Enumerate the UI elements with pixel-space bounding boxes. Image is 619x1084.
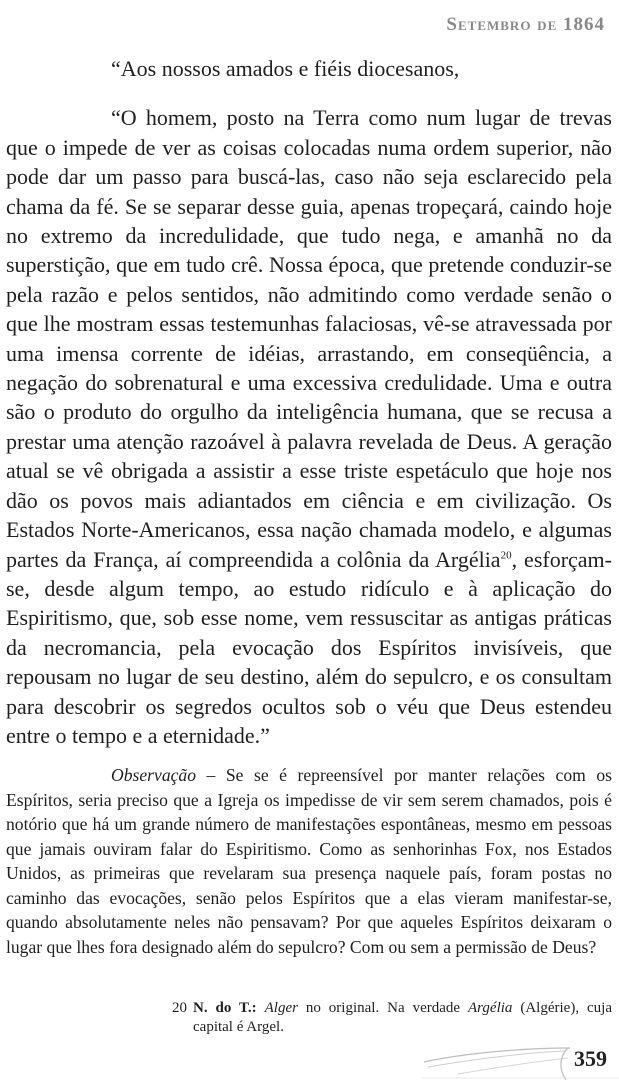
letter-body: [6, 103, 612, 750]
footnote-label: N. do T.:: [193, 1000, 257, 1016]
footnote: [172, 999, 612, 1037]
running-year: 1864: [563, 14, 605, 35]
footnote-reference[interactable]: 20: [500, 549, 512, 562]
footnote-body: [193, 999, 612, 1037]
footnote-term-original: Alger: [264, 1000, 298, 1016]
observation-text: – Se se é repreensível por manter relações com os Espíritos, seria preciso que a Igreja os impedisse de vir sem serem chamados, pois é notório que há um grande número de manifestações espontâneas, mesmo em pessoas que jamais ouviram falar do Espiritismo. Como as senhorinhas Fox, nos Estados Unidos, as primeiras que revelaram sua presença naquele país, foram postas no caminho das evocações, senão pelos Espíritos que a elas vieram manifestar-se, quando absolutamente neles não pensavam? Por que aqueles Espíritos deixaram o lugar que lhes fora designado além do sepulcro? Com ou sem a permissão de Deus?: [6, 765, 612, 957]
footnote-text-2: (Algérie), cuja capital é Argel.: [193, 1000, 612, 1035]
running-title: Setembro de: [446, 14, 558, 35]
page-number: 359: [574, 1046, 607, 1071]
running-header: [446, 14, 605, 36]
footnote-term-correct: Argélia: [467, 1000, 513, 1016]
letter-body-part-1: “O homem, posto na Terra como num lugar de trevas que o impede de ver as coisas colocadas numa ordem superior, não pode dar um passo para buscá-las, caso não seja esclarecido pela chama da fé. Se se separar desse guia, apenas tropeçará, caindo hoje no extremo da incredulidade, que tudo nega, e amanhã no da superstição, que em tudo crê. Nossa época, que pretende conduzir-se pela razão e pelos sentidos, não admitindo como verdade senão o que lhe mostram essas testemunhas falaciosas, vê-se atravessada por uma imensa corrente de idéias, arrastando, em conseqüência, a negação do sobrenatural e uma excessiva credulidade. Uma e outra são o produto do orgulho da inteligência humana, que se recusa a prestar uma atenção razoável à palavra revelada de Deus. A geração atual se vê obrigada a assistir a esse triste espetáculo que hoje nos dão os povos mais adiantados em ciência e em civilização. Os Estados Norte-Americanos, essa nação chamada modelo, e algumas partes da França, aí compreendida a colônia da Argélia: [6, 105, 612, 572]
observation-label: Observação: [111, 765, 197, 785]
letter-salutation: “Aos nossos amados e fiéis diocesanos,: [111, 56, 460, 81]
page-number-area: [420, 1040, 619, 1084]
footnote-text-1: no original. Na verdade: [297, 1000, 468, 1016]
letter-body-part-2: , esforçam-se, desde algum tempo, ao estudo ridículo e à aplicação do Espiritismo, que, sob esse nome, vem ressuscitar as antigas práticas da necromancia, pela evocação dos Espíritos invisíveis, que repousam no lugar de seu destino, além do sepulcro, e os consultam para descobrir os segredos ocultos sob o véu que Deus estendeu entre o tempo e a eternidade.”: [6, 546, 612, 748]
footnote-number: 20: [172, 1000, 187, 1016]
quoted-letter: [6, 54, 612, 750]
observation-section: [6, 763, 612, 959]
observation-paragraph: [6, 763, 612, 959]
